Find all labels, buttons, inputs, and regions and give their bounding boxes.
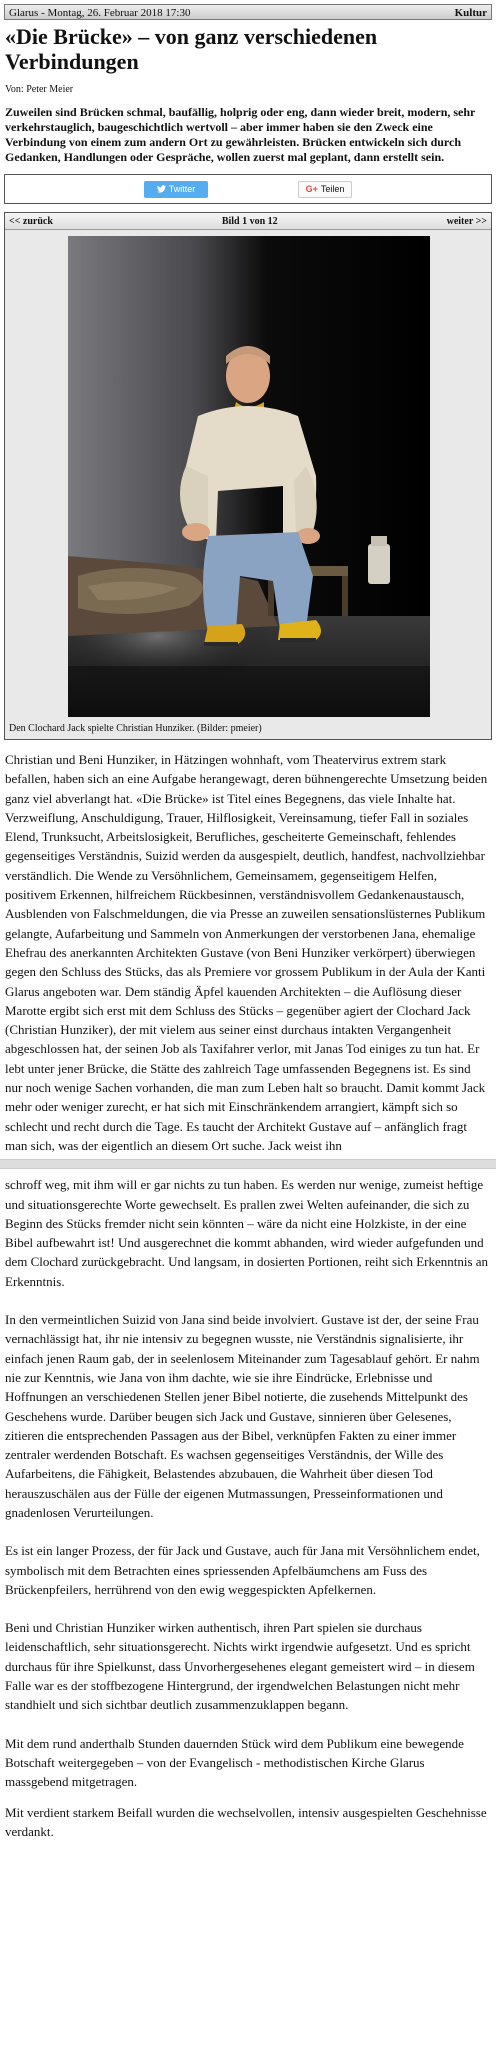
header-bar bbox=[4, 4, 492, 20]
page-divider bbox=[0, 1159, 496, 1169]
paragraph: Mit dem rund anderthalb Stunden dauernden Stück wird dem Publikum eine bewegende Botschaft weitergegeben – von der Evangelisch - methodistischen Kirche Glarus massgebend mitgetragen. bbox=[5, 1735, 464, 1790]
twitter-share-button[interactable] bbox=[144, 181, 208, 198]
google-share-button[interactable] bbox=[298, 181, 352, 198]
paragraph: Christian und Beni Hunziker, in Hätzingen wohnhaft, vom Theatervirus extrem stark befallen, haben sich an eine Aufgabe herangewagt, deren bühnengerechte Umsetzung beiden ganz viel abverlangt hat. «Die Brücke» ist Titel eines Begegnens, das viele Inhalte hat. Verzweiflung, Anschuldigung, Trauer, Hilflosigkeit, Vereinsamung, tiefer Fall in soziales Elend, Trunksucht, Arbeitslosigkeit, Berufliches, gescheiterte Gemeinschaft, fehlendes gegenseitiges Verständnis, Suizid werden da ausgespielt, deutlich, handfest, nachvollziehbar verständlich. Die Wende zu Versöhnlichem, Gemeinsamem, gegenseitigem Helfen, positivem Erkennen, hilfreichem Rückbesinnen, verständnisvollem Gedankenaustausch, Ausblenden von Falschmeldungen, die via Presse an zuweilen sensationslüsternes Publikum gelangte, Aufarbeitung und Sammeln von Anmerkungen der verstorbenen Jana, ehemalige Ehefrau des anerkannten Architekten Gustave (von Beni Hunziker verkörpert) überwiegen gegen den Schluss des Stücks, das als Premiere vor grossem Publikum in der Aula der Kanti Glarus angeboten war. Dem ständig Äpfel kauenden Architekten – die Auflösung dieser Marotte ergibt sich erst mit dem Schluss des Stücks – gegenüber agiert der Clochard Jack (Christian Hunziker), der mit vielem aus seiner einst durchaus intakten Vergangenheit abgeschlossen hat, der seinen Job als Taxifahrer verlor, mit Janas Tod einiges zu tun hat. Er lebt unter jener Brücke, die Stätte des zahlreich Tage umfassenden Begegnens ist. Es sind nur noch wenige Sachen vorhanden, die man zum Leben halt so braucht. Damit kommt Jack mehr oder weniger zurecht, er hat sich mit Einschränkendem arrangiert, kämpft sich so schlecht und recht durch die Tage. Es taucht der Architekt Gustave auf – anfänglich fragt man sich, was der eigentlich an diesem Ort suche. Jack weist ihn bbox=[5, 752, 488, 1153]
gallery-counter: Bild 1 von 12 bbox=[221, 215, 278, 227]
gallery-next-link[interactable]: weiter >> bbox=[446, 215, 487, 227]
author-line: Von: Peter Meier bbox=[5, 84, 74, 95]
google-share-label: Teilen bbox=[320, 184, 345, 194]
share-bar bbox=[4, 174, 492, 204]
twitter-label: Twitter bbox=[168, 184, 196, 194]
article-body-part1 bbox=[5, 750, 491, 1155]
article-body-part2 bbox=[5, 1175, 491, 1841]
gallery-nav bbox=[5, 213, 491, 230]
photo-caption: Den Clochard Jack spielte Christian Hunziker. (Bilder: pmeier) bbox=[9, 723, 262, 734]
paragraph: In den vermeintlichen Suizid von Jana sind beide involviert. Gustave ist der, der seine Frau vernachlässigt hat, ihr nie intensiv zu begegnen wusste, nie Verständnis signalisierte, ihr einfach jenen Raum gab, der in seelenlosem Miteinander zum Tagesablauf gehört. Er nahm nie zur Kenntnis, wie Jana von ihm dachte, wie sie ihre Eindrücke, Erlebnisse und Hoffnungen an verschiedenen Stellen jener Bibel notierte, die zusehends Mittelpunkt des Geschehens wurde. Darüber beugen sich Jack und Gustave, sinnieren über Gelesenes, zitieren die entsprechenden Passagen aus der Bibel, verknüpfen Fakten zu einer immer zentraler werdenden Botschaft. Es wachsen gegenseitiges Verständnis, der Wille des Aufarbeitens, die Fähigkeit, Belastendes abzubauen, die Wahrheit über diesen Tod herauszuschälen aus der Fülle der eigenen Mutmassungen, Presseinformationen und gnadenlosen Verurteilungen. bbox=[5, 1312, 480, 1520]
article-lead: Zuweilen sind Brücken schmal, baufällig, holprig oder eng, dann wieder breit, modern, sehr verkehrstauglich, baugeschichtlich wertvoll – aber immer haben sie den Zweck eine Verbindung von einem zum andern Ort zu gewährleisten. Brücken entwickeln sich durch Gedanken, Handlungen oder Gespräche, wollen zuerst mal geplant, dann erstellt sein. bbox=[5, 105, 476, 164]
gallery-photo[interactable] bbox=[68, 236, 430, 717]
gallery-prev-link[interactable]: << zurück bbox=[9, 215, 53, 227]
twitter-bird-icon bbox=[157, 185, 166, 193]
paragraph: Es ist ein langer Prozess, der für Jack und Gustave, auch für Jana mit Versöhnlichem endet, symbolisch mit dem Betrachten eines spriessenden Apfelbäumchens am Fuss des Brückenpfeilers, herrührend von den ewig weggespickten Apfelkernen. bbox=[5, 1543, 480, 1597]
paragraph: schroff weg, mit ihm will er gar nichts zu tun haben. Es werden nur wenige, zumeist heftige und situationsgerechte Worte gewechselt. Es prallen zwei Welten aufeinander, die sich zu Beginn des Stücks fremder nicht sein könnten – wäre da nicht eine Holzkiste, in der eine Bibel aufbewahrt ist! Und ausgerechnet die kommt abhanden, wird wieder aufgefunden und dem Clochard zurückgebracht. Und langsam, in dosierten Portionen, reiht sich Erkenntnis an Erkenntnis. bbox=[5, 1177, 489, 1289]
article-page bbox=[0, 4, 496, 1841]
paragraph: Mit verdient starkem Beifall wurden die wechselvollen, intensiv ausgespielten Geschehnisse verdankt. bbox=[5, 1804, 487, 1839]
article-title: «Die Brücke» – von ganz verschiedenen Verbindungen bbox=[5, 24, 378, 74]
image-gallery bbox=[4, 212, 492, 740]
stage-photo-illustration bbox=[68, 236, 430, 717]
location-date: Glarus - Montag, 26. Februar 2018 17:30 bbox=[9, 7, 191, 19]
google-plus-icon: G+ bbox=[305, 184, 318, 194]
section-label[interactable]: Kultur bbox=[454, 7, 487, 19]
paragraph: Beni und Christian Hunziker wirken authentisch, ihren Part spielen sie durchaus leidenschaftlich, sehr situationsgerecht. Nichts wirkt irgendwie aufgesetzt. Und es spricht durchaus für ihre Spielkunst, dass Unvorhergesehenes elegant gemeistert wird – in diesem Falle war es der stoffbezogene Hintergrund, der irgendwelchen Belastungen nicht mehr standhielt und sich sichtbar deutlich zusammenzuklappen begann. bbox=[5, 1620, 475, 1713]
